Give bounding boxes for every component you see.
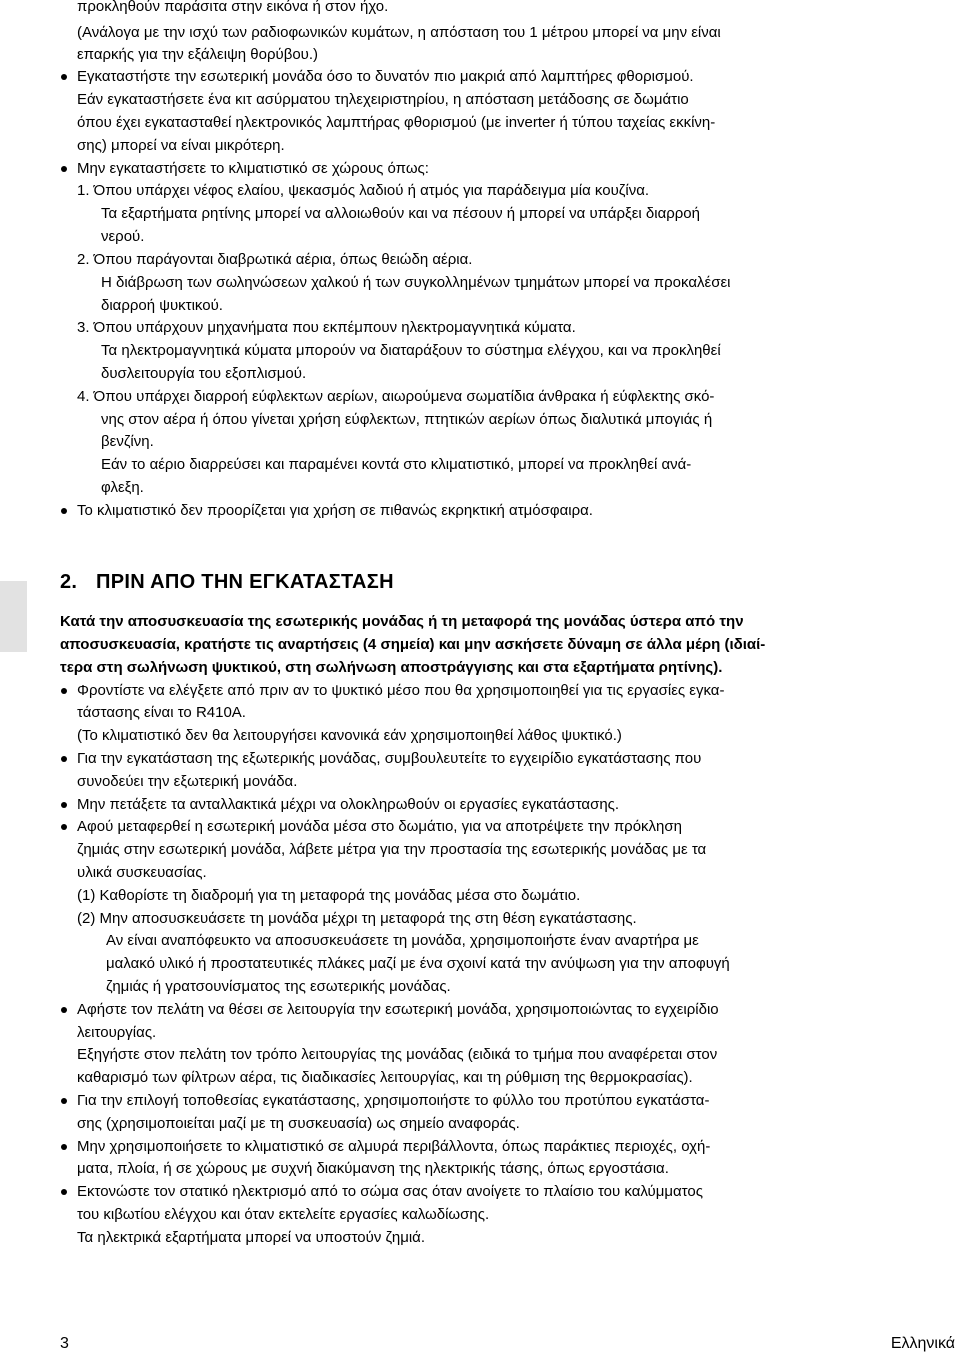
text-line: Μην πετάξετε τα ανταλλακτικά μέχρι να ολοκληρωθούν οι εργασίες εγκατάστασης. (77, 796, 620, 813)
text-line: ζημιάς ή γρατσουνίσματος της εσωτερικής μονάδας. (106, 978, 451, 995)
bullet-icon (60, 1182, 70, 1192)
section-tab-marker (0, 581, 27, 652)
intro-line: τερα στη σωλήνωση ψυκτικού, στη σωλήνωση αποστράγγισης και στα εξαρτήματα ρητίνης). (60, 659, 723, 676)
text-line: ζημιάς στην εσωτερική μονάδα, λάβετε μέτρα για την προστασία της εσωτερικής μονάδας με τα (77, 841, 707, 858)
text-line: Αφού μεταφερθεί η εσωτερική μονάδα μέσα στο δωμάτιο, για να αποτρέψετε την πρόκληση (77, 818, 682, 835)
intro-line: αποσυσκευασία, κρατήστε τις αναρτήσεις (4 σημεία) και μην ασκήσετε δύναμη σε άλλα μέρη (ιδιαί- (60, 636, 766, 653)
bullet-icon (60, 1091, 70, 1101)
text-line: σης) μπορεί να είναι μικρότερη. (77, 137, 285, 154)
text-line: προκληθούν παράσιτα στην εικόνα ή στον ήχο. (77, 0, 389, 15)
bullet-icon (60, 1000, 70, 1010)
bullet-icon (60, 1137, 70, 1147)
numbered-item: 4. Όπου υπάρχει διαρροή εύφλεκτων αερίων, αιωρούμενα σωματίδια άνθρακα ή εύφλεκτης σκό- (77, 388, 715, 405)
text-line: σης (χρησιμοποιείται μαζί με τη συσκευασία) ως σημείο αναφοράς. (77, 1115, 520, 1132)
sub-item: (2) Μην αποσυσκευάσετε τη μονάδα μέχρι τη μεταφορά της στη θέση εγκατάστασης. (77, 910, 637, 927)
section-heading (60, 571, 394, 594)
text-line: τάστασης είναι το R410A. (77, 704, 246, 721)
text-line: Εκτονώστε τον στατικό ηλεκτρισμό από το σώμα σας όταν ανοίγετε το πλαίσιο του καλύμματος (77, 1183, 703, 1200)
text-line: (Ανάλογα με την ισχύ των ραδιοφωνικών κυμάτων, η απόσταση του 1 μέτρου μπορεί να μην είναι (77, 24, 721, 41)
footer-language: Ελληνικά (890, 1335, 955, 1352)
text-line: Αν είναι αναπόφευκτο να αποσυσκευάσετε τη μονάδα, χρησιμοποιήστε έναν αναρτήρα με (106, 932, 699, 949)
numbered-item: 2. Όπου παράγονται διαβρωτικά αέρια, όπως θειώδη αέρια. (77, 251, 473, 268)
text-line: Εάν εγκαταστήσετε ένα κιτ ασύρματου τηλεχειριστηρίου, η απόσταση μετάδοσης σε δωμάτιο (77, 91, 689, 108)
text-line: υλικά συσκευασίας. (77, 864, 207, 881)
text-line: Το κλιματιστικό δεν προορίζεται για χρήση σε πιθανώς εκρηκτική ατμόσφαιρα. (77, 502, 593, 519)
bullet-icon (60, 817, 70, 827)
text-line: του κιβωτίου ελέγχου και όταν εκτελείτε εργασίες καλωδίωσης. (77, 1206, 490, 1223)
section-title: ΠΡΙΝ ΑΠΟ ΤΗΝ ΕΓΚΑΤΑΣΤΑΣΗ (96, 571, 394, 593)
bullet-icon (60, 795, 70, 805)
intro-line: Κατά την αποσυσκευασία της εσωτερικής μονάδας ή τη μεταφορά της μονάδας ύστερα από την (60, 613, 744, 630)
text-line: Εξηγήστε στον πελάτη τον τρόπο λειτουργίας της μονάδας (ειδικά το τμήμα που αναφέρεται στον (77, 1046, 718, 1063)
bullet-icon (60, 681, 70, 691)
text-line: Τα ηλεκτρομαγνητικά κύματα μπορούν να διαταράξουν το σύστημα ελέγχου, και να προκληθεί (101, 342, 721, 359)
text-line: Μην χρησιμοποιήσετε το κλιματιστικό σε αλμυρά περιβάλλοντα, όπως παράκτιες περιοχές, οχή- (77, 1138, 711, 1155)
text-line: (Το κλιματιστικό δεν θα λειτουργήσει κανονικά εάν χρησιμοποιηθεί λάθος ψυκτικό.) (77, 727, 622, 744)
bullet-icon (60, 749, 70, 759)
page-number: 3 (60, 1335, 69, 1352)
text-line: νης στον αέρα ή όπου γίνεται χρήση εύφλεκτων, πτητικών αερίων όπως διαλυτικά μπογιάς ή (101, 411, 713, 428)
text-line: Για την επιλογή τοποθεσίας εγκατάστασης, χρησιμοποιήστε το φύλλο του προτύπου εγκατάστα- (77, 1092, 710, 1109)
text-line: καθαρισμό των φίλτρων αέρα, τις διαδικασίες λειτουργίας, και τη ρύθμιση της θερμοκρασίας). (77, 1069, 693, 1086)
text-line: βενζίνη. (101, 433, 154, 450)
sub-item: (1) Καθορίστε τη διαδρομή για τη μεταφορά της μονάδας μέσα στο δωμάτιο. (77, 887, 581, 904)
text-line: όπου έχει εγκατασταθεί ηλεκτρονικός λαμπτήρας φθορισμού (με inverter ή τύπου ταχείας εκκίνη- (77, 114, 716, 131)
text-line: Εγκαταστήστε την εσωτερική μονάδα όσο το δυνατόν πιο μακριά από λαμπτήρες φθορισμού. (77, 68, 694, 85)
text-line: επαρκής για την εξάλειψη θορύβου.) (77, 46, 319, 63)
text-line: Εάν το αέριο διαρρεύσει και παραμένει κοντά στο κλιματιστικό, μπορεί να προκληθεί ανά- (101, 456, 692, 473)
numbered-item: 3. Όπου υπάρχουν μηχανήματα που εκπέμπουν ηλεκτρομαγνητικά κύματα. (77, 319, 576, 336)
text-line: Η διάβρωση των σωληνώσεων χαλκού ή των συγκολλημένων τμημάτων μπορεί να προκαλέσει (101, 274, 731, 291)
text-line: φλεξη. (101, 479, 144, 496)
text-line: Τα ηλεκτρικά εξαρτήματα μπορεί να υποστούν ζημιά. (77, 1229, 426, 1246)
bullet-icon (60, 67, 70, 77)
bullet-icon (60, 159, 70, 169)
section-number: 2. (60, 571, 78, 593)
text-line: ματα, πλοία, ή σε χώρους με συχνή διακύμανση της ηλεκτρικής τάσης, όπως εργοστάσια. (77, 1160, 669, 1177)
text-line: λειτουργίας. (77, 1024, 157, 1041)
text-line: Τα εξαρτήματα ρητίνης μπορεί να αλλοιωθούν και να πέσουν ή μπορεί να υπάρξει διαρροή (101, 205, 700, 222)
text-line: δυσλειτουργία του εξοπλισμού. (101, 365, 307, 382)
bullet-icon (60, 501, 70, 511)
numbered-item: 1. Όπου υπάρχει νέφος ελαίου, ψεκασμός λαδιού ή ατμός για παράδειγμα μία κουζίνα. (77, 182, 650, 199)
text-line: νερού. (101, 228, 145, 245)
text-line: Μην εγκαταστήσετε το κλιματιστικό σε χώρους όπως: (77, 160, 429, 177)
text-line: διαρροή ψυκτικού. (101, 297, 223, 314)
text-line: Φροντίστε να ελέγξετε από πριν αν το ψυκτικό μέσο που θα χρησιμοποιηθεί για τις εργασίες εγκα- (77, 682, 725, 699)
text-line: μαλακό υλικό ή προστατευτικές πλάκες μαζί με ένα σχοινί κατά την ανύψωση για την αποφυγή (106, 955, 730, 972)
text-line: Αφήστε τον πελάτη να θέσει σε λειτουργία την εσωτερική μονάδα, χρησιμοποιώντας το εγχειρίδιο (77, 1001, 719, 1018)
text-line: συνοδεύει την εξωτερική μονάδα. (77, 773, 298, 790)
text-line: Για την εγκατάσταση της εξωτερικής μονάδας, συμβουλευτείτε το εγχειρίδιο εγκατάστασης που (77, 750, 702, 767)
